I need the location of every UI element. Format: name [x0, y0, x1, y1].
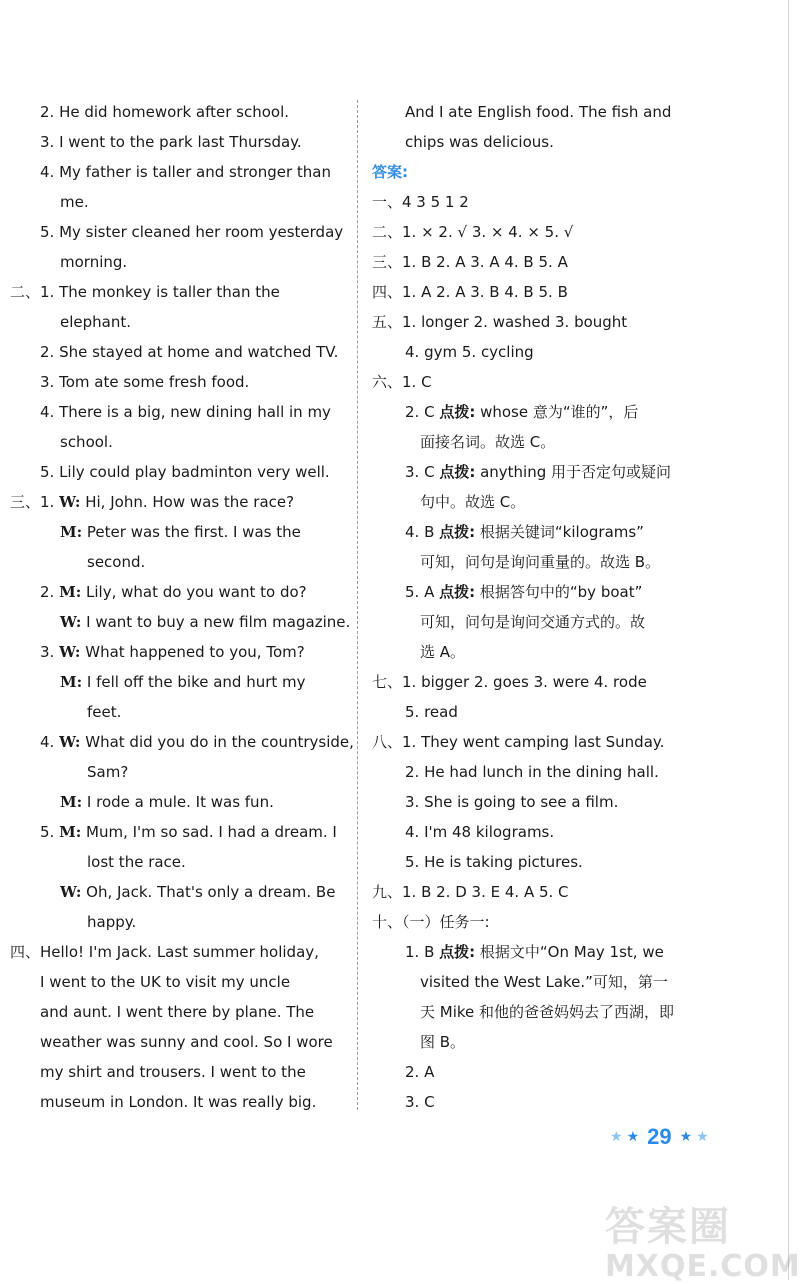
- item-text: Mum, I'm so sad. I had a dream. I: [81, 823, 337, 841]
- star-icon: ★: [696, 1129, 709, 1145]
- speaker-label: W:: [59, 493, 81, 511]
- right-line: 4. I'm 48 kilograms.: [405, 823, 555, 841]
- right-line: [372, 517, 712, 547]
- item-text: What happened to you, Tom?: [80, 643, 305, 661]
- watermark-logo: [605, 1195, 805, 1284]
- speaker-label: M:: [60, 523, 83, 541]
- right-line: 五、1. longer 2. washed 3. bought: [372, 313, 628, 331]
- speaker-label: W:: [60, 613, 82, 631]
- right-line: 十、（一）任务一:: [372, 913, 490, 931]
- right-line: 5. He is taking pictures.: [405, 853, 583, 871]
- item-text: Hi, John. How was the race?: [80, 493, 295, 511]
- speaker-label: W:: [60, 883, 82, 901]
- right-line: 八、1. They went camping last Sunday.: [372, 733, 665, 751]
- right-line: 答案:: [372, 163, 408, 181]
- right-line: visited the West Lake.”可知，第一: [420, 973, 668, 991]
- left-line: elephant.: [60, 313, 132, 331]
- left-line: Sam?: [87, 763, 129, 781]
- right-line: chips was delicious.: [405, 133, 554, 151]
- left-line: happy.: [87, 913, 137, 931]
- item-prefix: 三、1.: [10, 493, 60, 511]
- item-text: What did you do in the countryside,: [80, 733, 354, 751]
- item-text: anything 用于否定句或疑问: [475, 463, 672, 481]
- right-line: And I ate English food. The fish and: [405, 103, 672, 121]
- item-prefix: 3. C: [405, 463, 440, 481]
- left-line: my shirt and trousers. I went to the: [40, 1063, 306, 1081]
- left-line: morning.: [60, 253, 128, 271]
- hint-label: 点拨:: [439, 403, 476, 421]
- item-prefix: 3.: [40, 643, 60, 661]
- star-icon: ★: [610, 1129, 623, 1145]
- item-prefix: 5.: [40, 823, 60, 841]
- right-line: 3. C: [405, 1093, 435, 1111]
- left-line: 4. There is a big, new dining hall in my: [40, 403, 331, 421]
- right-line: 2. A: [405, 1063, 435, 1081]
- item-text: I want to buy a new film magazine.: [81, 613, 351, 631]
- item-text: Oh, Jack. That's only a dream. Be: [81, 883, 336, 901]
- speaker-label: W:: [59, 733, 81, 751]
- left-line: [10, 667, 345, 697]
- item-prefix: 4. B: [405, 523, 440, 541]
- item-prefix: 4.: [40, 733, 60, 751]
- right-line: 三、1. B 2. A 3. A 4. B 5. A: [372, 253, 568, 271]
- left-line: [10, 817, 345, 847]
- left-line: school.: [60, 433, 113, 451]
- right-line: 天 Mike 和他的爸爸妈妈去了西湖，即: [420, 1003, 675, 1021]
- left-line: [10, 787, 345, 817]
- speaker-label: W:: [59, 643, 81, 661]
- speaker-label: M:: [59, 583, 82, 601]
- right-line: 七、1. bigger 2. goes 3. were 4. rode: [372, 673, 647, 691]
- right-line: 4. gym 5. cycling: [405, 343, 534, 361]
- left-line: [10, 577, 345, 607]
- left-line: 四、Hello! I'm Jack. Last summer holiday,: [10, 943, 319, 961]
- hint-label: 点拨:: [439, 463, 476, 481]
- hint-label: 点拨:: [439, 583, 476, 601]
- left-line: weather was sunny and cool. So I wore: [40, 1033, 333, 1051]
- item-text: I fell off the bike and hurt my: [82, 673, 306, 691]
- right-line: 二、1. × 2. √ 3. × 4. × 5. √: [372, 223, 574, 241]
- watermark-url: MXQE.COM: [605, 1249, 801, 1284]
- item-text: Peter was the first. I was the: [82, 523, 301, 541]
- right-line: 可知，问句是询问重量的。故选 B。: [420, 553, 661, 571]
- right-line: 5. read: [405, 703, 458, 721]
- column-divider: [357, 100, 358, 1110]
- right-line: 3. She is going to see a film.: [405, 793, 619, 811]
- right-line: 一、4 3 5 1 2: [372, 193, 469, 211]
- right-line: 可知，问句是询问交通方式的。故: [420, 613, 646, 631]
- item-prefix: 2. C: [405, 403, 440, 421]
- item-text: 根据关键词“kilograms”: [475, 523, 644, 541]
- left-line: feet.: [87, 703, 122, 721]
- speaker-label: M:: [59, 823, 82, 841]
- left-line: [10, 727, 354, 757]
- left-line: [10, 487, 345, 517]
- speaker-label: M:: [60, 793, 83, 811]
- left-line: [10, 517, 345, 547]
- left-column: [10, 97, 354, 1117]
- item-text: whose 意为“谁的”，后: [475, 403, 639, 421]
- hint-label: 点拨:: [439, 943, 476, 961]
- speaker-label: M:: [60, 673, 83, 691]
- right-line: 六、1. C: [372, 373, 432, 391]
- right-line: 句中。故选 C。: [420, 493, 526, 511]
- left-line: 二、1. The monkey is taller than the: [10, 283, 280, 301]
- right-line: 九、1. B 2. D 3. E 4. A 5. C: [372, 883, 569, 901]
- page-number-area: [610, 1122, 709, 1152]
- left-line: lost the race.: [87, 853, 186, 871]
- right-line: 2. He had lunch in the dining hall.: [405, 763, 659, 781]
- left-line: 5. My sister cleaned her room yesterday: [40, 223, 344, 241]
- left-line: I went to the UK to visit my uncle: [40, 973, 291, 991]
- item-prefix: 5. A: [405, 583, 440, 601]
- right-line: 四、1. A 2. A 3. B 4. B 5. B: [372, 283, 568, 301]
- left-line: [10, 607, 351, 637]
- right-line: 面接名词。故选 C。: [420, 433, 556, 451]
- item-prefix: 2.: [40, 583, 60, 601]
- left-line: 3. I went to the park last Thursday.: [40, 133, 302, 151]
- star-icon: ★: [679, 1129, 693, 1145]
- left-line: and aunt. I went there by plane. The: [40, 1003, 315, 1021]
- left-line: [10, 637, 345, 667]
- hint-label: 点拨:: [439, 523, 476, 541]
- page-edge-line: [788, 0, 789, 1280]
- right-line: [372, 937, 712, 967]
- right-line: 图 B。: [420, 1033, 466, 1051]
- star-icon: ★: [626, 1129, 640, 1145]
- item-text: Lily, what do you want to do?: [81, 583, 307, 601]
- right-column: [372, 97, 712, 1117]
- item-text: I rode a mule. It was fun.: [82, 793, 274, 811]
- left-line: museum in London. It was really big.: [40, 1093, 317, 1111]
- left-line: me.: [60, 193, 89, 211]
- left-line: second.: [87, 553, 146, 571]
- left-line: 5. Lily could play badminton very well.: [40, 463, 330, 481]
- right-line: [372, 457, 712, 487]
- left-line: 2. She stayed at home and watched TV.: [40, 343, 339, 361]
- item-text: 根据答句中的“by boat”: [475, 583, 643, 601]
- left-line: 2. He did homework after school.: [40, 103, 290, 121]
- right-line: [372, 577, 712, 607]
- right-line: 选 A。: [420, 643, 466, 661]
- left-line: 3. Tom ate some fresh food.: [40, 373, 250, 391]
- left-line: 4. My father is taller and stronger than: [40, 163, 331, 181]
- left-line: [10, 877, 345, 907]
- page-number: 29: [647, 1124, 672, 1149]
- item-prefix: 1. B: [405, 943, 440, 961]
- watermark-text: 答案圈: [605, 1204, 731, 1250]
- right-line: [372, 397, 712, 427]
- item-text: 根据文中“On May 1st, we: [475, 943, 664, 961]
